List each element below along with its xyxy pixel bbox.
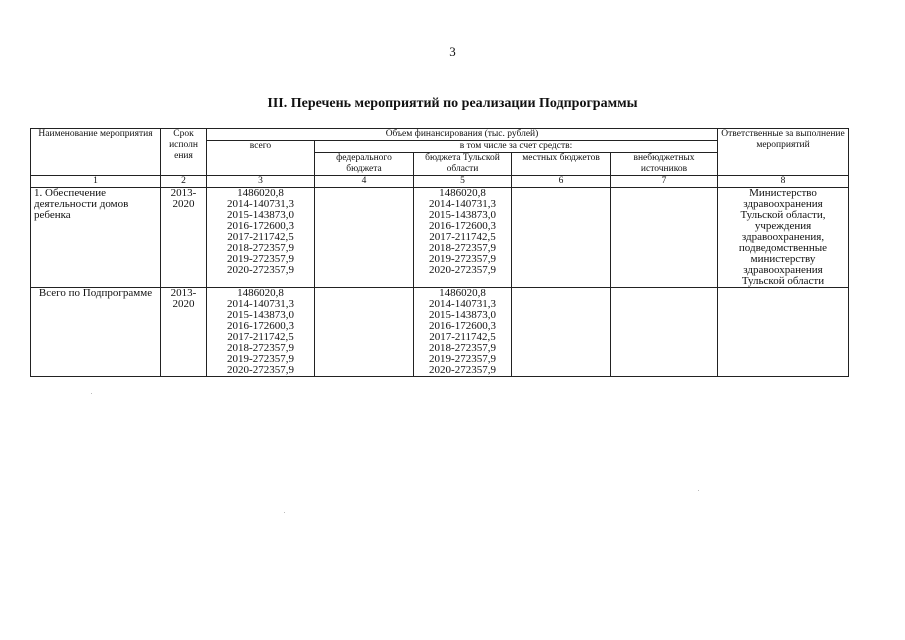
column-number: 6 bbox=[512, 176, 611, 188]
header-responsible: Ответственные за выполнение мероприятий bbox=[718, 129, 849, 176]
regional-value: 2016-172600,3 bbox=[429, 220, 496, 232]
total-values bbox=[207, 288, 315, 377]
regional-value: 1486020,8 bbox=[439, 187, 486, 199]
regional-value: 2019-272357,9 bbox=[429, 253, 496, 265]
total-value: 2016-172600,3 bbox=[227, 220, 294, 232]
responsible bbox=[718, 288, 849, 377]
header-extra: внебюджетных источников bbox=[611, 153, 718, 176]
total-value: 2015-143873,0 bbox=[227, 309, 294, 321]
regional-value: 2014-140731,3 bbox=[429, 298, 496, 310]
scan-speck bbox=[91, 393, 92, 394]
total-value: 2020-272357,9 bbox=[227, 364, 294, 376]
total-value: 2016-172600,3 bbox=[227, 320, 294, 332]
column-number: 2 bbox=[161, 176, 207, 188]
total-value: 2014-140731,3 bbox=[227, 298, 294, 310]
column-number: 7 bbox=[611, 176, 718, 188]
header-including: в том числе за счет средств: bbox=[315, 141, 718, 153]
regional-values bbox=[414, 188, 512, 288]
total-value: 2015-143873,0 bbox=[227, 209, 294, 221]
total-value: 2017-211742,5 bbox=[227, 231, 294, 243]
regional-value: 2020-272357,9 bbox=[429, 264, 496, 276]
local-values bbox=[512, 288, 611, 377]
regional-value: 2018-272357,9 bbox=[429, 342, 496, 354]
extra-values bbox=[611, 188, 718, 288]
regional-value: 2017-211742,5 bbox=[429, 231, 496, 243]
total-value: 2018-272357,9 bbox=[227, 242, 294, 254]
column-numbers-row bbox=[31, 176, 849, 188]
header-regional: бюджета Тульской области bbox=[414, 153, 512, 176]
total-value: 2020-272357,9 bbox=[227, 264, 294, 276]
header-term: Срок исполн ения bbox=[161, 129, 207, 176]
page-title: III. Перечень мероприятий по реализации Подпрограммы bbox=[267, 96, 638, 111]
total-values bbox=[207, 188, 315, 288]
extra-values bbox=[611, 288, 718, 377]
column-number: 1 bbox=[31, 176, 161, 188]
table-row bbox=[31, 188, 849, 288]
column-number: 4 bbox=[315, 176, 414, 188]
regional-value: 2018-272357,9 bbox=[429, 242, 496, 254]
total-value: 1486020,8 bbox=[237, 287, 284, 299]
total-value: 2017-211742,5 bbox=[227, 331, 294, 343]
column-number: 5 bbox=[414, 176, 512, 188]
header-federal: федерального бюджета bbox=[315, 153, 414, 176]
regional-value: 2017-211742,5 bbox=[429, 331, 496, 343]
regional-value: 2020-272357,9 bbox=[429, 364, 496, 376]
responsible: Министерство здравоохранения Тульской области, учреждения здравоохранения, подведомственные министерству здравоохранения Тульской области bbox=[718, 188, 849, 288]
regional-value: 2015-143873,0 bbox=[429, 209, 496, 221]
local-values bbox=[512, 188, 611, 288]
measure-name: 1. Обеспечение деятельности домов ребенка bbox=[31, 188, 161, 288]
total-value: 2014-140731,3 bbox=[227, 198, 294, 210]
total-value: 2019-272357,9 bbox=[227, 253, 294, 265]
regional-value: 2015-143873,0 bbox=[429, 309, 496, 321]
regional-value: 2014-140731,3 bbox=[429, 198, 496, 210]
scan-speck bbox=[284, 512, 285, 513]
column-number: 3 bbox=[207, 176, 315, 188]
header-name: Наименование мероприятия bbox=[31, 129, 161, 176]
scan-speck bbox=[698, 490, 699, 491]
table-row bbox=[31, 288, 849, 377]
header-local: местных бюджетов bbox=[512, 153, 611, 176]
total-value: 2019-272357,9 bbox=[227, 353, 294, 365]
header-funding: Объем финансирования (тыс. рублей) bbox=[207, 129, 718, 141]
federal-values bbox=[315, 288, 414, 377]
page-number: 3 bbox=[449, 44, 456, 59]
federal-values bbox=[315, 188, 414, 288]
total-value: 2018-272357,9 bbox=[227, 342, 294, 354]
header-total: всего bbox=[207, 141, 315, 176]
regional-value: 2019-272357,9 bbox=[429, 353, 496, 365]
funding-table bbox=[30, 128, 849, 377]
regional-value: 2016-172600,3 bbox=[429, 320, 496, 332]
regional-values bbox=[414, 288, 512, 377]
term: 2013-2020 bbox=[161, 188, 207, 288]
column-number: 8 bbox=[718, 176, 849, 188]
term: 2013-2020 bbox=[161, 288, 207, 377]
regional-value: 1486020,8 bbox=[439, 287, 486, 299]
measure-name: Всего по Подпрограмме bbox=[31, 288, 161, 377]
total-value: 1486020,8 bbox=[237, 187, 284, 199]
